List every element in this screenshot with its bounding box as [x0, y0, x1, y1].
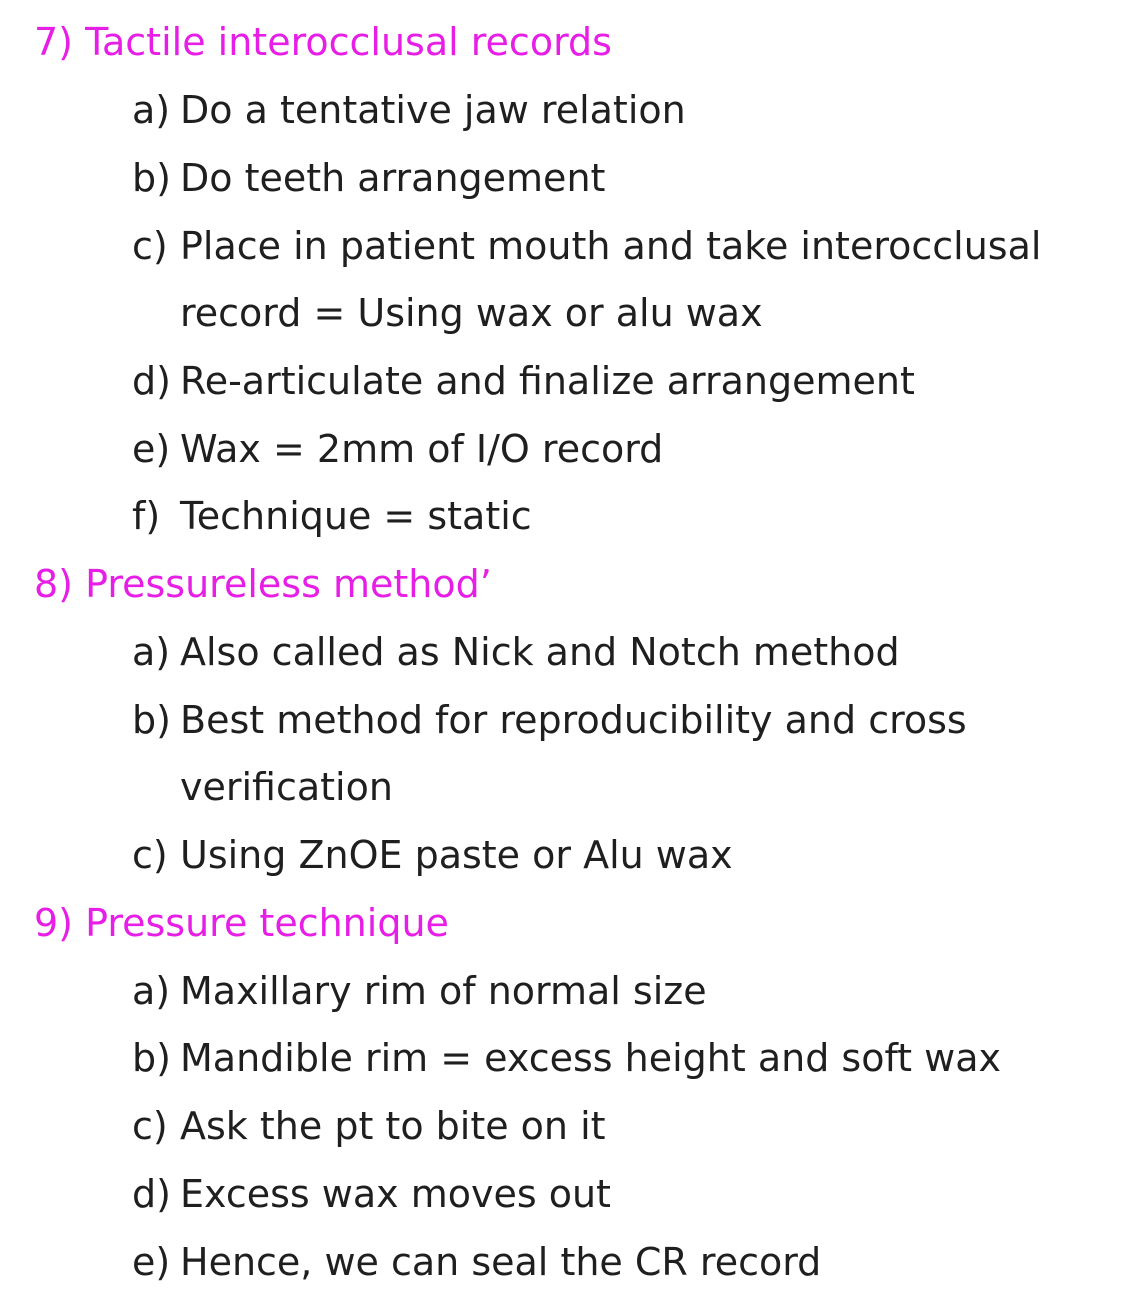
list-marker: b) — [132, 156, 171, 200]
list-item — [132, 212, 1041, 280]
list-item-text: Best method for reproducibility and cross — [180, 698, 967, 742]
list-marker: a) — [132, 630, 171, 674]
section-heading-7: 7) Tactile interocclusal records — [34, 20, 612, 64]
list-item-text: Maxillary rim of normal size — [180, 969, 707, 1013]
list-item-text: Re-articulate and finalize arrangement — [180, 359, 915, 403]
section-heading-9: 9) Pressure technique — [34, 901, 449, 945]
list-marker: e) — [132, 1240, 171, 1284]
list-item — [132, 821, 733, 889]
list-marker: d) — [132, 1172, 171, 1216]
list-item — [132, 347, 915, 415]
list-item — [132, 1160, 611, 1228]
list-item — [132, 1092, 606, 1160]
list-item — [132, 618, 900, 686]
list-item-text: Do a tentative jaw relation — [180, 88, 686, 132]
list-item-continuation: record = Using wax or alu wax — [180, 291, 763, 335]
list-item — [132, 415, 663, 483]
list-marker: a) — [132, 969, 171, 1013]
list-item-text: Do teeth arrangement — [180, 156, 606, 200]
list-marker: c) — [132, 833, 168, 877]
list-marker: c) — [132, 1104, 168, 1148]
list-marker: e) — [132, 427, 171, 471]
list-item — [132, 1228, 821, 1296]
list-item — [132, 957, 707, 1025]
list-marker: f) — [132, 494, 161, 538]
list-marker: b) — [132, 698, 171, 742]
list-marker: a) — [132, 88, 171, 132]
list-item-text: Wax = 2mm of I/O record — [180, 427, 664, 471]
section-heading-8: 8) Pressureless method’ — [34, 562, 492, 606]
list-item — [132, 686, 967, 754]
list-item-text: Technique = static — [180, 494, 532, 538]
list-item-text: Mandible rim = excess height and soft wax — [180, 1036, 1002, 1080]
list-item-text: Place in patient mouth and take interocclusal — [180, 224, 1042, 268]
list-marker: d) — [132, 359, 171, 403]
list-item-text: Using ZnOE paste or Alu wax — [180, 833, 733, 877]
list-item — [132, 1024, 1001, 1092]
list-item — [132, 144, 605, 212]
list-item-continuation: verification — [180, 765, 393, 809]
list-item-text: Excess wax moves out — [180, 1172, 611, 1216]
list-item — [132, 482, 532, 550]
list-item — [132, 76, 686, 144]
list-marker: b) — [132, 1036, 171, 1080]
list-item-text: Also called as Nick and Notch method — [180, 630, 900, 674]
list-marker: c) — [132, 224, 168, 268]
list-item-text: Hence, we can seal the CR record — [180, 1240, 822, 1284]
list-item-text: Ask the pt to bite on it — [180, 1104, 606, 1148]
